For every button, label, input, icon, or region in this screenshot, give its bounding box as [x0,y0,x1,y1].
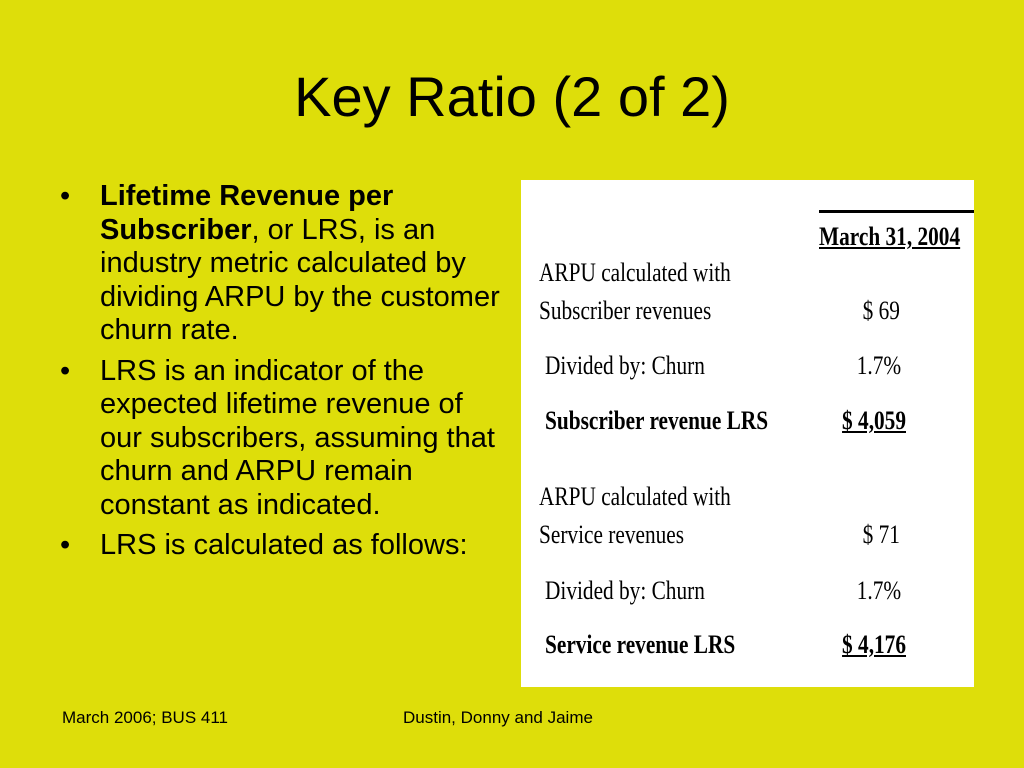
table-row-label: ARPU calculated with [539,258,731,287]
bullet-dot: • [60,529,71,561]
bullet-text: LRS is calculated as follows: [100,529,468,561]
table-row-label: Subscriber revenues [539,296,712,325]
table-row-label: Subscriber revenue LRS [545,406,769,435]
table-value-text: $ 71 [862,520,900,549]
table-row-value: $ 4,059 [842,406,906,435]
table-row-value [862,296,906,326]
table-value-text: $ 69 [862,296,900,325]
table-row-label: Divided by: Churn [545,576,705,605]
table-row-value: 1.7% [856,576,901,605]
table-row-value: $ 4,176 [842,630,906,659]
bullet-dot: • [60,180,71,212]
table-row-label: Divided by: Churn [545,351,705,380]
footer-date-course: March 2006; BUS 411 [62,708,228,727]
table-top-rule [819,210,974,213]
bullet-dot: • [60,354,71,387]
slide-title: Key Ratio (2 of 2) [294,65,730,128]
table-row-value: 1.7% [856,351,901,380]
bullet-item [60,355,510,523]
footer-authors: Dustin, Donny and Jaime [403,708,593,727]
table-column-header: March 31, 2004 [819,222,961,251]
bullet-item [60,180,510,348]
lrs-calculation-table [521,180,974,687]
bullet-item [60,529,510,563]
table-row-label: Service revenue LRS [545,630,736,659]
table-row-label: Service revenues [539,520,685,549]
bullet-list [60,180,510,570]
table-row-label: ARPU calculated with [539,482,731,511]
bullet-text: , or LRS, is an industry metric calculated by dividing ARPU by the customer churn rate. [100,213,500,346]
bullet-text: LRS is an indicator of the expected lifetime revenue of our subscribers, assuming that churn and ARPU remain constant as indicated. [100,354,495,521]
table-row-value [862,520,906,550]
bullet-bold-term: Lifetime Revenue per Subscriber [100,180,394,246]
